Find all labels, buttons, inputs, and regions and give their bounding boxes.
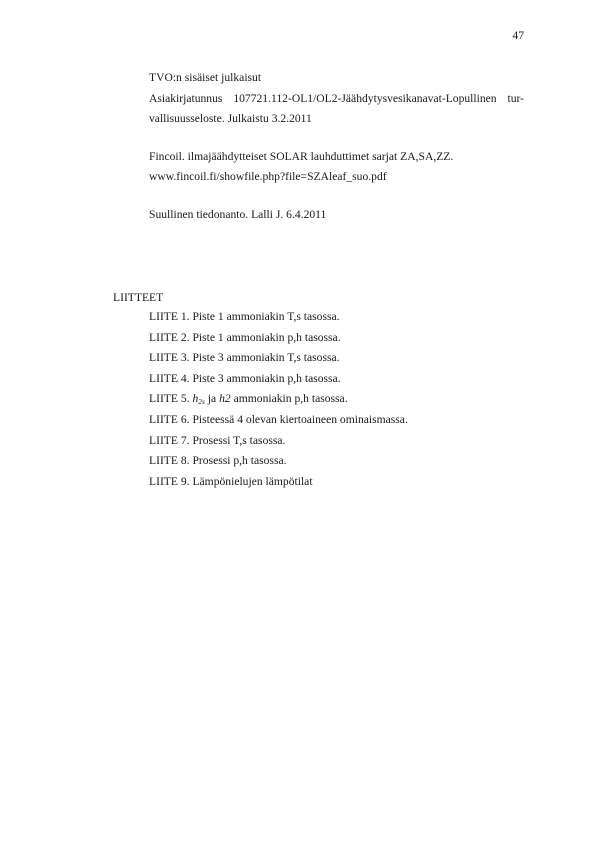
reference-line: TVO:n sisäiset julkaisut bbox=[149, 71, 262, 84]
reference-list bbox=[149, 68, 524, 242]
reference-line: vallisuusseloste. Julkaistu 3.2.2011 bbox=[149, 112, 312, 125]
appendix-item: LIITE 7. Prosessi T,s tasossa. bbox=[149, 433, 286, 447]
appendix-item: LIITE 3. Piste 3 ammoniakin T,s tasossa. bbox=[149, 351, 340, 365]
appendix-list bbox=[149, 307, 408, 492]
reference-entry bbox=[149, 147, 524, 188]
reference-entry bbox=[149, 68, 524, 130]
symbol-h2s: $h_{2s}$ bbox=[192, 392, 205, 407]
reference-line: Fincoil. ilmajäähdytteiset SOLAR lauhduttimet sarjat ZA,SA,ZZ. bbox=[149, 149, 454, 163]
appendix-item: LIITE 4. Piste 3 ammoniakin p,h tasossa. bbox=[149, 371, 341, 385]
reference-entry bbox=[149, 205, 524, 226]
symbol-h2: h2 bbox=[219, 392, 231, 406]
appendix-item-middle: ja bbox=[204, 392, 220, 406]
appendix-heading: LIITTEET bbox=[113, 291, 164, 304]
appendix-item: LIITE 1. Piste 1 ammoniakin T,s tasossa. bbox=[149, 310, 340, 323]
appendix-item: LIITE 9. Lämpönielujen lämpötilat bbox=[149, 474, 313, 488]
page-number: 47 bbox=[512, 29, 524, 42]
reference-url[interactable]: www.fincoil.fi/showfile.php?file=SZAleaf_suo.pdf bbox=[149, 170, 387, 183]
appendix-item-prefix: LIITE 5. bbox=[149, 392, 193, 406]
reference-line: Suullinen tiedonanto. Lalli J. 6.4.2011 bbox=[149, 207, 327, 221]
reference-line: Asiakirjatunnus 107721.112-OL1/OL2-Jäähdytysvesikanavat-Lopullinen tur- bbox=[149, 91, 524, 105]
appendix-item: LIITE 8. Prosessi p,h tasossa. bbox=[149, 454, 287, 468]
appendix-item: LIITE 6. Pisteessä 4 olevan kiertoaineen ominaismassa. bbox=[149, 412, 408, 426]
appendix-item: LIITE 2. Piste 1 ammoniakin p,h tasossa. bbox=[149, 330, 341, 344]
appendix-item bbox=[149, 389, 408, 410]
appendix-item-suffix: ammoniakin p,h tasossa. bbox=[230, 392, 348, 406]
